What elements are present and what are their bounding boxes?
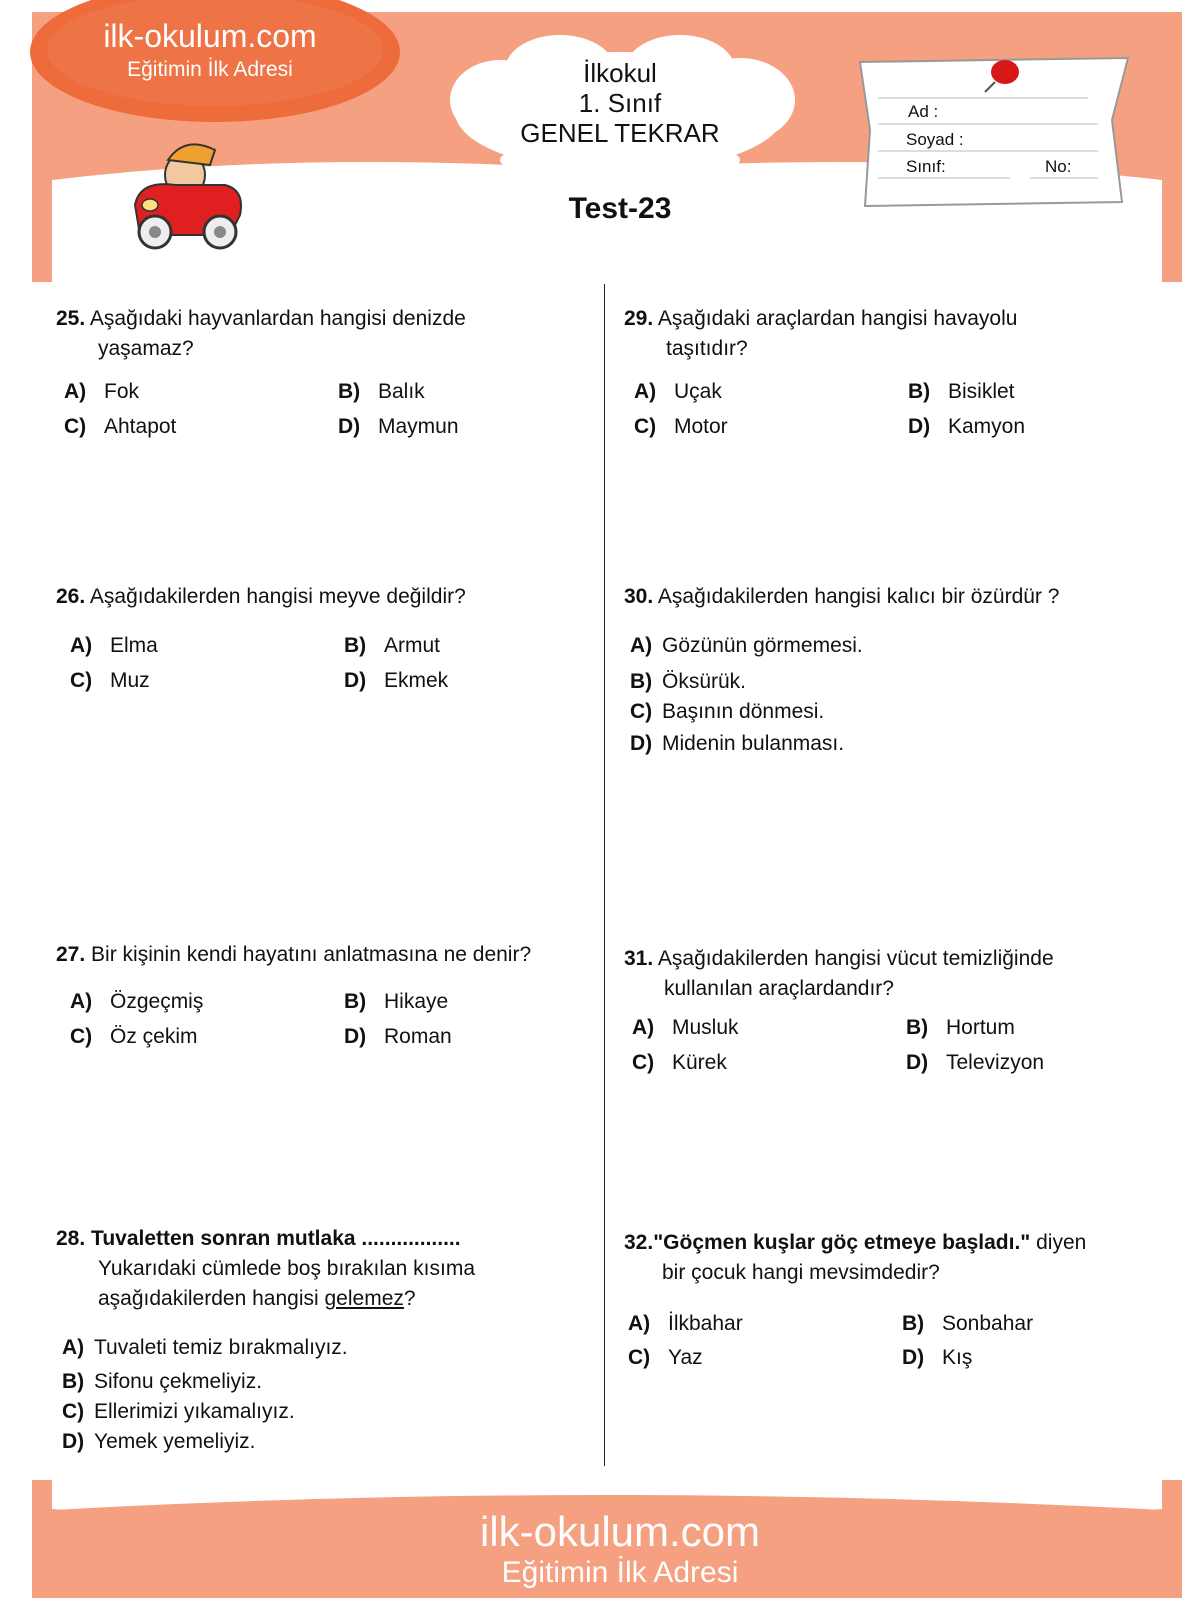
question-30 xyxy=(624,582,1059,612)
question-bold-line: "Göçmen kuşlar göç etmeye başladı." xyxy=(653,1231,1031,1254)
question-26 xyxy=(56,582,466,612)
question-text: taşıtıdır? xyxy=(666,337,748,360)
option-text: Tuvaleti temiz bırakmalıyız. xyxy=(94,1336,348,1359)
option-letter: A) xyxy=(632,1016,655,1039)
id-sinif-label: Sınıf: xyxy=(906,157,946,176)
footer-logo-sub: Eğitimin İlk Adresi xyxy=(501,1556,739,1589)
column-divider xyxy=(604,284,605,1466)
option-letter: B) xyxy=(906,1016,929,1039)
option-letter: A) xyxy=(634,380,657,403)
option-letter: A) xyxy=(64,380,87,403)
option-c[interactable] xyxy=(62,1400,295,1424)
option-b[interactable] xyxy=(344,990,448,1014)
option-b[interactable] xyxy=(630,670,746,694)
question-bold-line: Tuvaletten sonran mutlaka ................. xyxy=(91,1227,461,1250)
question-text: Aşağıdaki hayvanlardan hangisi denizde xyxy=(89,307,466,330)
option-text: Başının dönmesi. xyxy=(662,700,825,723)
option-letter: A) xyxy=(70,990,93,1013)
header-title xyxy=(470,58,770,148)
option-text: Ellerimizi yıkamalıyız. xyxy=(94,1400,295,1423)
option-letter: B) xyxy=(338,380,361,403)
title-line: GENEL TEKRAR xyxy=(520,118,720,148)
option-letter: A) xyxy=(630,634,653,657)
question-number: 29. xyxy=(624,307,654,330)
option-text: Ekmek xyxy=(384,669,449,692)
option-letter: A) xyxy=(628,1312,651,1335)
option-text: Ahtapot xyxy=(104,415,177,438)
option-letter: C) xyxy=(62,1400,85,1423)
test-title: Test-23 xyxy=(568,192,672,225)
option-text: Bisiklet xyxy=(948,380,1015,403)
option-letter: D) xyxy=(62,1430,85,1453)
question-27 xyxy=(56,940,531,970)
option-letter: B) xyxy=(344,634,367,657)
question-31 xyxy=(624,944,1054,1004)
option-text: Midenin bulanması. xyxy=(662,732,845,755)
option-a[interactable] xyxy=(628,1312,743,1336)
question-number: 26. xyxy=(56,585,86,608)
option-letter: D) xyxy=(906,1051,929,1074)
question-25 xyxy=(56,304,466,364)
option-d[interactable] xyxy=(902,1346,972,1370)
question-text: Aşağıdaki araçlardan hangisi havayolu xyxy=(657,307,1018,330)
option-text: Balık xyxy=(378,380,425,403)
question-number: 32. xyxy=(624,1231,654,1254)
question-number: 30. xyxy=(624,585,654,608)
question-number: 25. xyxy=(56,307,86,330)
option-letter: A) xyxy=(62,1336,85,1359)
option-text: Motor xyxy=(674,415,728,438)
option-c[interactable] xyxy=(70,669,150,693)
option-c[interactable] xyxy=(64,415,176,439)
option-text: Maymun xyxy=(378,415,459,438)
question-text: diyen xyxy=(1030,1231,1087,1254)
option-letter: D) xyxy=(908,415,931,438)
option-c[interactable] xyxy=(632,1051,727,1075)
underlined-word: gelemez xyxy=(324,1287,404,1310)
option-text: Gözünün görmemesi. xyxy=(662,634,863,657)
option-a[interactable] xyxy=(64,380,139,404)
option-d[interactable] xyxy=(344,669,448,693)
question-text: yaşamaz? xyxy=(98,337,194,360)
question-mark: ? xyxy=(403,1287,416,1310)
footer-logo-main: ilk-okulum.com xyxy=(479,1508,761,1555)
option-c[interactable] xyxy=(70,1025,198,1049)
option-text: Kış xyxy=(942,1346,973,1369)
option-text: Kürek xyxy=(672,1051,727,1074)
option-a[interactable] xyxy=(634,380,722,404)
logo-main-text: ilk-okulum.com xyxy=(103,18,317,54)
option-text: Hikaye xyxy=(384,990,449,1013)
logo-sub-text: Eğitimin İlk Adresi xyxy=(127,58,293,81)
option-b[interactable] xyxy=(902,1312,1033,1336)
option-c[interactable] xyxy=(628,1346,703,1370)
option-text: Hortum xyxy=(946,1016,1015,1039)
option-text: Sifonu çekmeliyiz. xyxy=(94,1370,263,1393)
option-a[interactable] xyxy=(62,1336,348,1360)
option-text: Öksürük. xyxy=(662,670,747,693)
option-b[interactable] xyxy=(908,380,1015,404)
option-a[interactable] xyxy=(70,990,203,1014)
option-c[interactable] xyxy=(634,415,728,439)
option-a[interactable] xyxy=(630,634,863,658)
option-text: Elma xyxy=(110,634,158,657)
option-letter: B) xyxy=(630,670,653,693)
question-text: bir çocuk hangi mevsimdedir? xyxy=(662,1261,940,1284)
id-card xyxy=(860,58,1128,206)
option-letter: D) xyxy=(344,669,367,692)
option-letter: B) xyxy=(902,1312,925,1335)
option-a[interactable] xyxy=(70,634,158,658)
option-text: Yaz xyxy=(668,1346,703,1369)
question-text: Yukarıdaki cümlede boş bırakılan kısıma xyxy=(98,1257,476,1280)
option-text: Armut xyxy=(384,634,441,657)
option-a[interactable] xyxy=(632,1016,739,1040)
question-text: aşağıdakilerden hangisi xyxy=(98,1287,319,1310)
question-number: 28. xyxy=(56,1227,86,1250)
option-text: Kamyon xyxy=(948,415,1026,438)
question-number: 27. xyxy=(56,943,86,966)
title-line: İlkokul xyxy=(583,58,657,88)
question-text: Bir kişinin kendi hayatını anlatmasına ne denir? xyxy=(91,943,532,966)
option-d[interactable] xyxy=(344,1025,452,1049)
option-letter: B) xyxy=(344,990,367,1013)
option-letter: C) xyxy=(630,700,653,723)
option-letter: A) xyxy=(70,634,93,657)
option-c[interactable] xyxy=(630,700,824,724)
question-29 xyxy=(624,304,1017,364)
option-b[interactable] xyxy=(906,1016,1015,1040)
option-letter: D) xyxy=(344,1025,367,1048)
id-no-label: No: xyxy=(1045,157,1072,176)
option-d[interactable] xyxy=(630,732,844,756)
option-d[interactable] xyxy=(908,415,1025,439)
option-letter: B) xyxy=(62,1370,85,1393)
option-b[interactable] xyxy=(62,1370,262,1394)
question-text: Aşağıdakilerden hangisi vücut temizliğinde xyxy=(657,947,1054,970)
id-soyad-label: Soyad : xyxy=(906,130,964,149)
option-d[interactable] xyxy=(62,1430,255,1454)
option-letter: C) xyxy=(70,669,93,692)
id-ad-label: Ad : xyxy=(908,102,939,121)
option-letter: C) xyxy=(70,1025,93,1048)
option-d[interactable] xyxy=(338,415,459,439)
option-letter: C) xyxy=(64,415,87,438)
option-text: Musluk xyxy=(672,1016,739,1039)
option-text: Özgeçmiş xyxy=(110,990,204,1013)
option-text: Roman xyxy=(384,1025,452,1048)
option-b[interactable] xyxy=(338,380,425,404)
question-32 xyxy=(624,1228,1086,1288)
option-letter: D) xyxy=(338,415,361,438)
question-number: 31. xyxy=(624,947,654,970)
option-letter: D) xyxy=(630,732,653,755)
option-letter: D) xyxy=(902,1346,925,1369)
option-d[interactable] xyxy=(906,1051,1044,1075)
option-text: İlkbahar xyxy=(668,1312,743,1335)
option-letter: C) xyxy=(634,415,657,438)
question-text: Aşağıdakilerden hangisi kalıcı bir özürdür ? xyxy=(657,585,1060,608)
option-text: Televizyon xyxy=(946,1051,1045,1074)
question-text: kullanılan araçlardandır? xyxy=(664,977,894,1000)
option-text: Uçak xyxy=(674,380,722,403)
option-text: Öz çekim xyxy=(110,1025,198,1048)
question-28 xyxy=(56,1224,475,1314)
option-letter: B) xyxy=(908,380,931,403)
option-text: Fok xyxy=(104,380,140,403)
option-text: Yemek yemeliyiz. xyxy=(94,1430,256,1453)
title-line: 1. Sınıf xyxy=(578,88,662,118)
option-b[interactable] xyxy=(344,634,440,658)
option-text: Sonbahar xyxy=(942,1312,1034,1335)
option-text: Muz xyxy=(110,669,150,692)
option-letter: C) xyxy=(628,1346,651,1369)
option-letter: C) xyxy=(632,1051,655,1074)
question-text: Aşağıdakilerden hangisi meyve değildir? xyxy=(89,585,466,608)
